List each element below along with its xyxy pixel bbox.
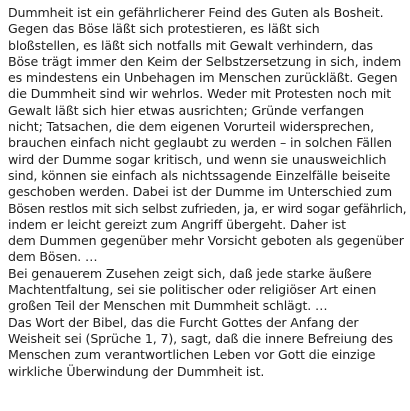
text-line: Gegen das Böse läßt sich protestieren, es läßt sich bbox=[8, 21, 320, 37]
text-line: großen Teil der Menschen mit Dummheit schlägt. … bbox=[8, 298, 328, 314]
text-line: Bei genauerem Zusehen zeigt sich, daß jede starke äußere bbox=[8, 265, 372, 281]
text-line: indem er leicht gereizt zum Angriff übergeht. Daher ist bbox=[8, 216, 346, 232]
text-line: Bösen restlos mit sich selbst zufrieden, ja, er wird sogar gefährlich, bbox=[8, 200, 407, 216]
text-line: Gewalt läßt sich hier etwas ausrichten; Gründe verfangen bbox=[8, 102, 364, 118]
text-line: es mindestens ein Unbehagen im Menschen zurückläßt. Gegen bbox=[8, 70, 398, 86]
text-line: geschoben werden. Dabei ist der Dumme im Unterschied zum bbox=[8, 184, 392, 200]
text-line: sind, können sie einfach als nichtssagende Einzelfälle beiseite bbox=[8, 167, 391, 183]
text-line: Böse trägt immer den Keim der Selbstzersetzung in sich, indem bbox=[8, 53, 402, 69]
text-line: Dummheit ist ein gefährlicherer Feind des Guten als Bosheit. bbox=[8, 5, 384, 20]
text-line: bloßstellen, es läßt sich notfalls mit Gewalt verhindern, das bbox=[8, 37, 373, 53]
text-line: Machtentfaltung, sei sie politischer oder religiöser Art einen bbox=[8, 282, 377, 298]
text-line: wirkliche Überwindung der Dummheit ist. bbox=[8, 363, 265, 379]
text-line: Menschen zum verantwortlichen Leben vor Gott die einzige bbox=[8, 347, 376, 363]
text-line: dem Bösen. … bbox=[8, 249, 98, 265]
text-line: nicht; Tatsachen, die dem eigenen Vorurteil widersprechen, bbox=[8, 119, 374, 135]
text-line: Weisheit sei (Sprüche 1, 7), sagt, daß die innere Befreiung des bbox=[8, 330, 393, 346]
text-line: Das Wort der Bibel, das die Furcht Gottes der Anfang der bbox=[8, 314, 359, 330]
text-line: brauchen einfach nicht geglaubt zu werden – in solchen Fällen bbox=[8, 135, 392, 151]
text-line: wird der Dumme sogar kritisch, und wenn sie unausweichlich bbox=[8, 151, 387, 167]
text-line: dem Dummen gegenüber mehr Vorsicht geboten als gegenüber bbox=[8, 233, 404, 249]
text-line: die Dummheit sind wir wehrlos. Weder mit Protesten noch mit bbox=[8, 86, 392, 102]
